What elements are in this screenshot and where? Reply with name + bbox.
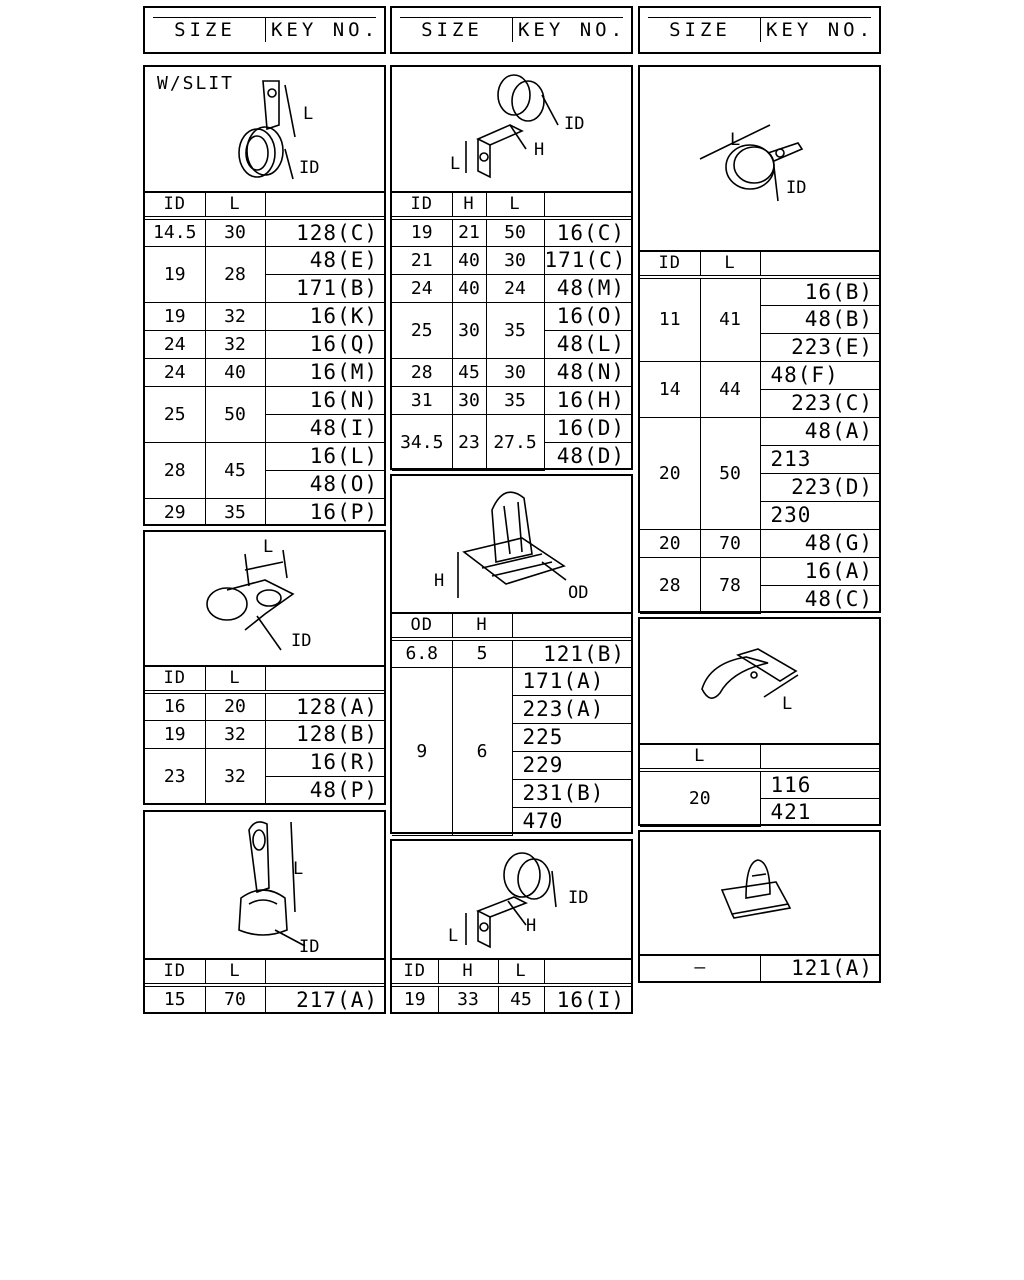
cell-key: 171(C) (544, 246, 631, 274)
dim-id: ID (564, 114, 585, 134)
cell-key: 128(B) (265, 720, 384, 748)
cell-h: 23 (452, 414, 486, 470)
diagram-bracket-clamp (392, 67, 631, 193)
col-id: ID (145, 665, 205, 692)
cell-od: 9 (392, 667, 452, 835)
pipe-clamp-drawing (145, 532, 384, 665)
dim-id: ID (299, 937, 320, 957)
dim-l: L (730, 130, 741, 150)
diagram-pipe-clamp (145, 532, 384, 667)
cell-id: 15 (145, 985, 205, 1012)
cell-id: 24 (145, 358, 205, 386)
col-key (512, 612, 631, 639)
col-l: L (205, 958, 265, 985)
cell-key: 48(C) (760, 585, 879, 613)
cell-l: 70 (700, 529, 760, 557)
diagram-wire-clip (640, 619, 879, 745)
cell-id: 24 (392, 274, 452, 302)
cell-key: 128(C) (265, 218, 384, 246)
cell-l: 32 (205, 330, 265, 358)
slit-tag: W/SLIT (157, 73, 235, 94)
cell-key: 48(L) (544, 330, 631, 358)
cell-key: 16(I) (544, 985, 631, 1012)
header-col-1 (143, 6, 386, 54)
cell-id: 19 (145, 302, 205, 330)
cell-id: 25 (392, 302, 452, 358)
cell-key: 16(Q) (265, 330, 384, 358)
cell-key: 121(A) (760, 954, 879, 981)
cell-key: 16(H) (544, 386, 631, 414)
cell-id: 34.5 (392, 414, 452, 470)
table-band-clamp (640, 250, 879, 614)
cell-id: 31 (392, 386, 452, 414)
cell-id: 24 (145, 330, 205, 358)
dim-l: L (448, 926, 459, 946)
cell-key: 16(C) (544, 218, 631, 246)
cell-key: 16(L) (265, 442, 384, 470)
cell-key: 16(M) (265, 358, 384, 386)
cell-id: 28 (640, 557, 700, 613)
table-clamp-slit (145, 191, 384, 526)
cell-id: 19 (145, 720, 205, 748)
cell-l: 32 (205, 748, 265, 804)
cell-h: 33 (438, 985, 498, 1012)
dim-h: H (434, 571, 445, 591)
cell-id: 23 (145, 748, 205, 804)
col-h: H (452, 612, 512, 639)
diagram-offset-clamp (392, 841, 631, 960)
cell-l: 50 (486, 218, 544, 246)
col-l: L (640, 743, 760, 770)
cell-id: 19 (145, 246, 205, 302)
cell-key: 48(G) (760, 529, 879, 557)
header-rule (400, 17, 623, 18)
cell-id: 25 (145, 386, 205, 442)
cell-size: – (640, 954, 760, 981)
col-id: ID (392, 958, 438, 985)
cell-l: 78 (700, 557, 760, 613)
cell-key: 48(P) (265, 776, 384, 804)
dim-l: L (303, 104, 314, 124)
cell-l: 44 (700, 361, 760, 417)
cell-key: 421 (760, 798, 879, 826)
dim-h: H (534, 140, 545, 160)
dim-id: ID (299, 158, 320, 178)
col-h: H (452, 191, 486, 218)
cell-key: 223(D) (760, 473, 879, 501)
panel-offset-clamp (390, 839, 633, 1014)
dim-id: ID (786, 178, 807, 198)
cell-key: 116 (760, 770, 879, 798)
dim-h: H (526, 916, 537, 936)
cell-key: 48(E) (265, 246, 384, 274)
cell-key: 48(N) (544, 358, 631, 386)
cell-l: 30 (486, 246, 544, 274)
cell-key: 231(B) (512, 779, 631, 807)
cell-l: 35 (486, 386, 544, 414)
table-push-pin (640, 954, 879, 981)
cell-h: 40 (452, 274, 486, 302)
cell-id: 14.5 (145, 218, 205, 246)
col-key (544, 191, 631, 218)
cell-key: 16(N) (265, 386, 384, 414)
col-key (544, 958, 631, 985)
cell-l: 24 (486, 274, 544, 302)
cell-key: 16(P) (265, 498, 384, 526)
cell-id: 20 (640, 529, 700, 557)
cell-key: 230 (760, 501, 879, 529)
header-col-2 (390, 6, 633, 54)
cell-key: 223(C) (760, 389, 879, 417)
cell-key: 16(K) (265, 302, 384, 330)
cell-id: 11 (640, 277, 700, 361)
cell-l: 50 (205, 386, 265, 442)
diagram-push-clip (392, 476, 631, 614)
col-h: H (438, 958, 498, 985)
cell-id: 19 (392, 985, 438, 1012)
cell-key: 16(B) (760, 277, 879, 305)
cell-od: 6.8 (392, 639, 452, 667)
dim-l: L (293, 859, 304, 879)
panel-bracket-clamp (390, 65, 633, 470)
col-key (760, 250, 879, 277)
bracket-clamp-drawing (392, 67, 631, 191)
cell-id: 19 (392, 218, 452, 246)
cell-key: 213 (760, 445, 879, 473)
diagram-band-clamp (640, 67, 879, 252)
table-push-clip (392, 612, 631, 836)
cell-id: 21 (392, 246, 452, 274)
dim-l: L (450, 154, 461, 174)
push-clip-drawing (392, 476, 631, 612)
table-pipe-clamp (145, 665, 384, 805)
table-bracket-clamp (392, 191, 631, 471)
panel-push-pin (638, 830, 881, 983)
dim-od: OD (568, 583, 589, 603)
cell-l: 32 (205, 302, 265, 330)
panel-push-clip (390, 474, 633, 834)
col-id: ID (640, 250, 700, 277)
panel-wire-clip (638, 617, 881, 826)
dim-id: ID (568, 888, 589, 908)
cell-key: 48(F) (760, 361, 879, 389)
dim-id: ID (291, 631, 312, 651)
header-key: KEY NO. (765, 19, 875, 41)
diagram-tab-clamp (145, 812, 384, 960)
col-key (265, 191, 384, 218)
cell-h: 30 (452, 302, 486, 358)
col-id: ID (392, 191, 452, 218)
cell-key: 48(B) (760, 305, 879, 333)
cell-key: 48(I) (265, 414, 384, 442)
cell-id: 28 (392, 358, 452, 386)
cell-l: 30 (205, 218, 265, 246)
table-offset-clamp (392, 958, 631, 1012)
cell-h: 5 (452, 639, 512, 667)
col-l: L (205, 665, 265, 692)
clamp-slit-drawing (145, 67, 384, 191)
cell-key: 171(A) (512, 667, 631, 695)
col-l: L (700, 250, 760, 277)
col-l: L (205, 191, 265, 218)
header-col-3 (638, 6, 881, 54)
cell-key: 217(A) (265, 985, 384, 1012)
cell-id: 29 (145, 498, 205, 526)
cell-key: 48(M) (544, 274, 631, 302)
panel-pipe-clamp (143, 530, 386, 805)
cell-l: 20 (205, 692, 265, 720)
cell-key: 470 (512, 807, 631, 835)
table-wire-clip (640, 743, 879, 827)
cell-l: 30 (486, 358, 544, 386)
cell-l: 35 (486, 302, 544, 358)
cell-h: 40 (452, 246, 486, 274)
wire-clip-drawing (640, 619, 879, 743)
col-od: OD (392, 612, 452, 639)
cell-key: 223(E) (760, 333, 879, 361)
panel-band-clamp (638, 65, 881, 613)
col-key (265, 958, 384, 985)
cell-l: 28 (205, 246, 265, 302)
cell-l: 70 (205, 985, 265, 1012)
cell-h: 30 (452, 386, 486, 414)
col-key (760, 743, 879, 770)
dim-l: L (782, 694, 793, 714)
diagram-clamp-slit (145, 67, 384, 193)
cell-l: 35 (205, 498, 265, 526)
header-key: KEY NO. (517, 19, 627, 41)
header-rule (153, 17, 376, 18)
cell-key: 48(A) (760, 417, 879, 445)
table-tab-clamp (145, 958, 384, 1012)
cell-l: 45 (498, 985, 544, 1012)
cell-key: 16(D) (544, 414, 631, 442)
header-size: SIZE (392, 18, 513, 42)
cell-key: 223(A) (512, 695, 631, 723)
cell-l: 32 (205, 720, 265, 748)
cell-l: 45 (205, 442, 265, 498)
cell-id: 14 (640, 361, 700, 417)
cell-id: 20 (640, 417, 700, 529)
cell-h: 6 (452, 667, 512, 835)
cell-key: 16(O) (544, 302, 631, 330)
cell-key: 225 (512, 723, 631, 751)
cell-key: 16(R) (265, 748, 384, 776)
col-id: ID (145, 958, 205, 985)
dim-l: L (263, 537, 274, 557)
col-l: L (486, 191, 544, 218)
cell-key: 48(D) (544, 442, 631, 470)
panel-clamp-slit (143, 65, 386, 526)
cell-l: 27.5 (486, 414, 544, 470)
push-pin-drawing (640, 832, 879, 954)
header-key: KEY NO. (270, 19, 380, 41)
col-key (265, 665, 384, 692)
col-id: ID (145, 191, 205, 218)
offset-clamp-drawing (392, 841, 631, 958)
cell-key: 229 (512, 751, 631, 779)
cell-l: 50 (700, 417, 760, 529)
cell-key: 16(A) (760, 557, 879, 585)
panel-tab-clamp (143, 810, 386, 1014)
cell-key: 48(O) (265, 470, 384, 498)
cell-id: 16 (145, 692, 205, 720)
header-size: SIZE (640, 18, 761, 42)
cell-id: 28 (145, 442, 205, 498)
cell-h: 21 (452, 218, 486, 246)
header-size: SIZE (145, 18, 266, 42)
diagram-push-pin (640, 832, 879, 956)
tab-clamp-drawing (145, 812, 384, 958)
cell-l: 20 (640, 770, 760, 826)
cell-l: 41 (700, 277, 760, 361)
cell-key: 121(B) (512, 639, 631, 667)
header-rule (648, 17, 871, 18)
cell-key: 171(B) (265, 274, 384, 302)
cell-key: 128(A) (265, 692, 384, 720)
col-l: L (498, 958, 544, 985)
cell-l: 40 (205, 358, 265, 386)
band-clamp-drawing (640, 67, 879, 250)
cell-h: 45 (452, 358, 486, 386)
